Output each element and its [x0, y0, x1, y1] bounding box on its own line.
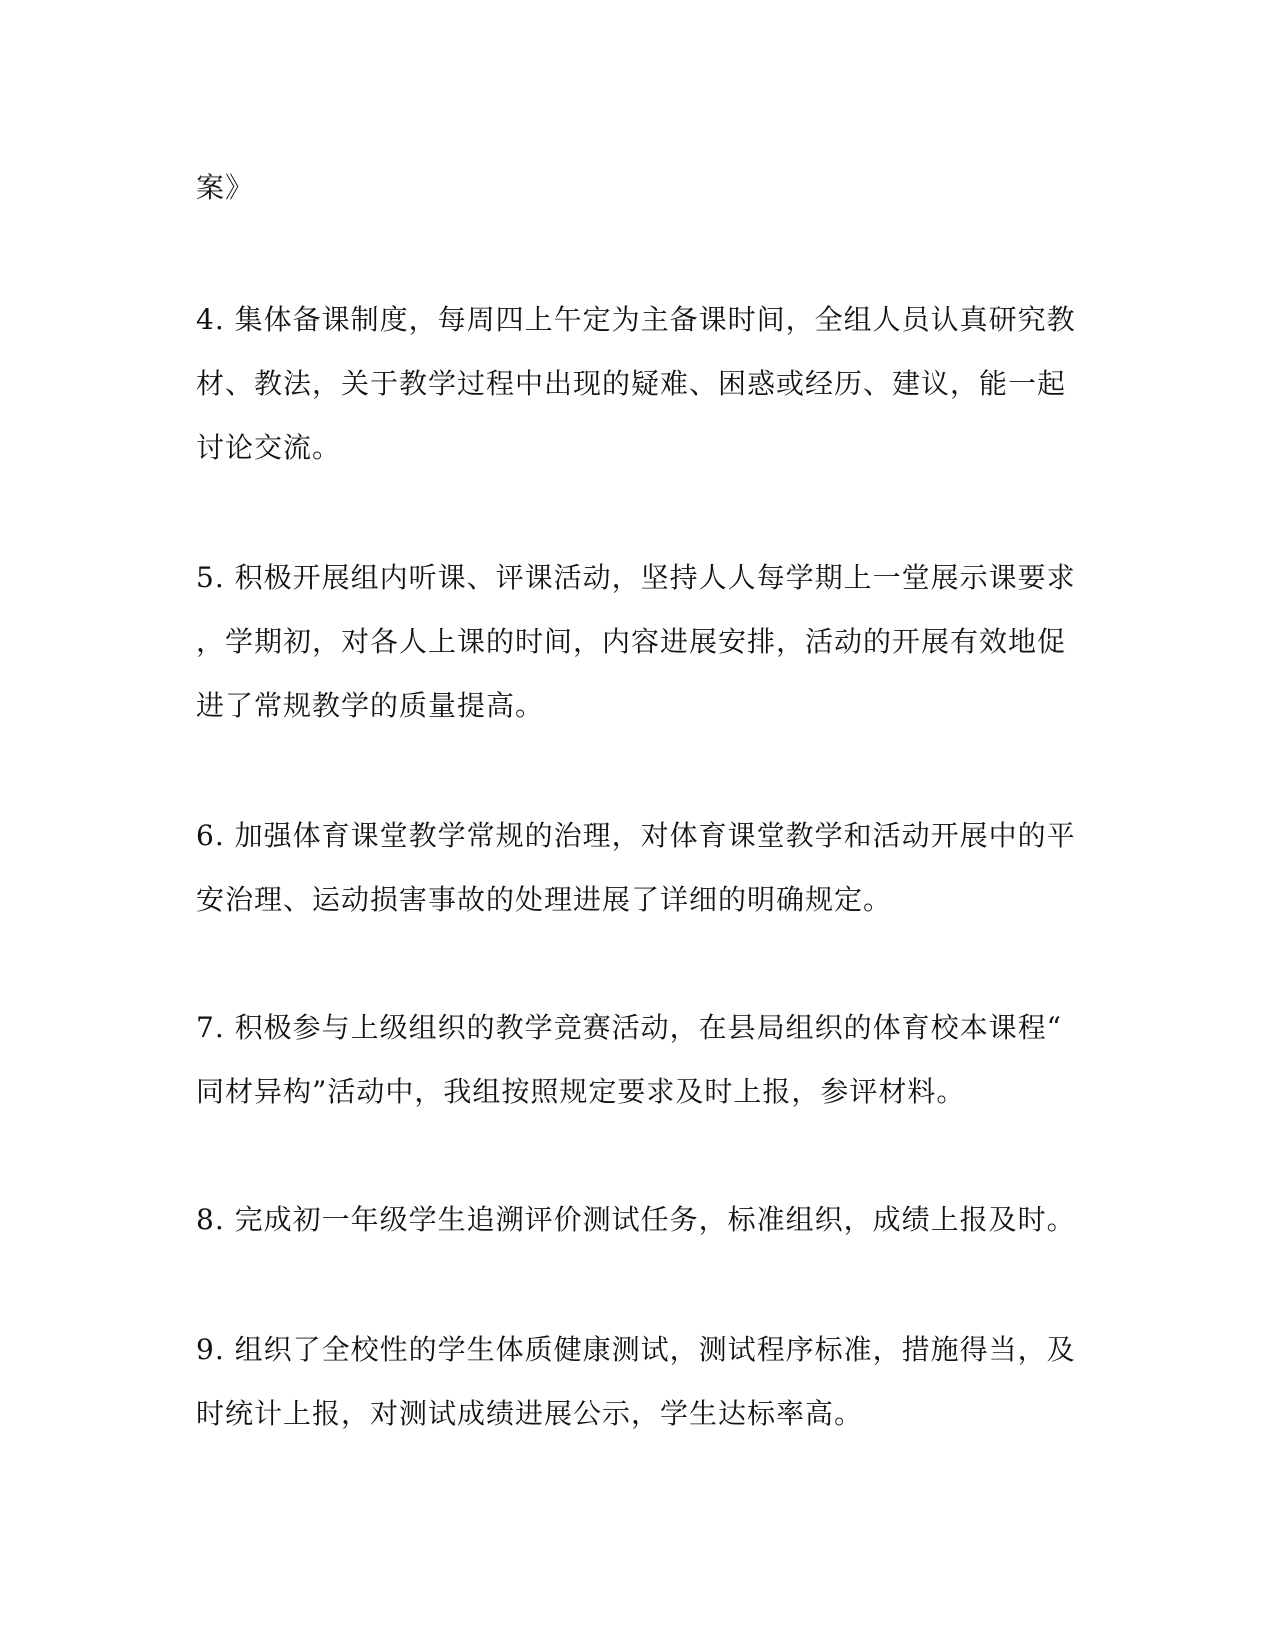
text-line: 安治理、运动损害事故的处理进展了详细的明确规定。 — [196, 883, 893, 916]
paragraph-item-9 — [196, 1318, 1076, 1446]
text-line: 讨论交流。 — [196, 431, 342, 464]
paragraph-item-6 — [196, 804, 1076, 932]
text-line: 9. 组织了全校性的学生体质健康测试，测试程序标准，措施得当，及 — [196, 1333, 1076, 1366]
paragraph-item-4 — [196, 288, 1076, 480]
paragraph-item-7 — [196, 996, 1076, 1124]
text-line: 同材异构”活动中，我组按照规定要求及时上报，参评材料。 — [196, 1075, 966, 1108]
text-line: 8. 完成初一年级学生追溯评价测试任务，标准组织，成绩上报及时。 — [196, 1203, 1076, 1236]
text-line: ，学期初，对各人上课的时间，内容进展安排，活动的开展有效地促 — [196, 625, 1067, 658]
paragraph-fragment — [196, 156, 1076, 220]
text-line: 4. 集体备课制度，每周四上午定为主备课时间，全组人员认真研究教 — [196, 303, 1076, 336]
text-line: 案》 — [196, 171, 255, 204]
paragraph-item-5 — [196, 546, 1076, 738]
paragraph-item-8 — [196, 1188, 1076, 1252]
text-line: 5. 积极开展组内听课、评课活动，坚持人人每学期上一堂展示课要求 — [196, 561, 1076, 594]
text-line: 时统计上报，对测试成绩进展公示，学生达标率高。 — [196, 1397, 864, 1430]
text-line: 7. 积极参与上级组织的教学竞赛活动，在县局组织的体育校本课程“ — [196, 1011, 1062, 1044]
text-line: 材、教法，关于教学过程中出现的疑难、困惑或经历、建议，能一起 — [196, 367, 1067, 400]
text-line: 进了常规教学的质量提高。 — [196, 689, 545, 722]
text-line: 6. 加强体育课堂教学常规的治理，对体育课堂教学和活动开展中的平 — [196, 819, 1076, 852]
